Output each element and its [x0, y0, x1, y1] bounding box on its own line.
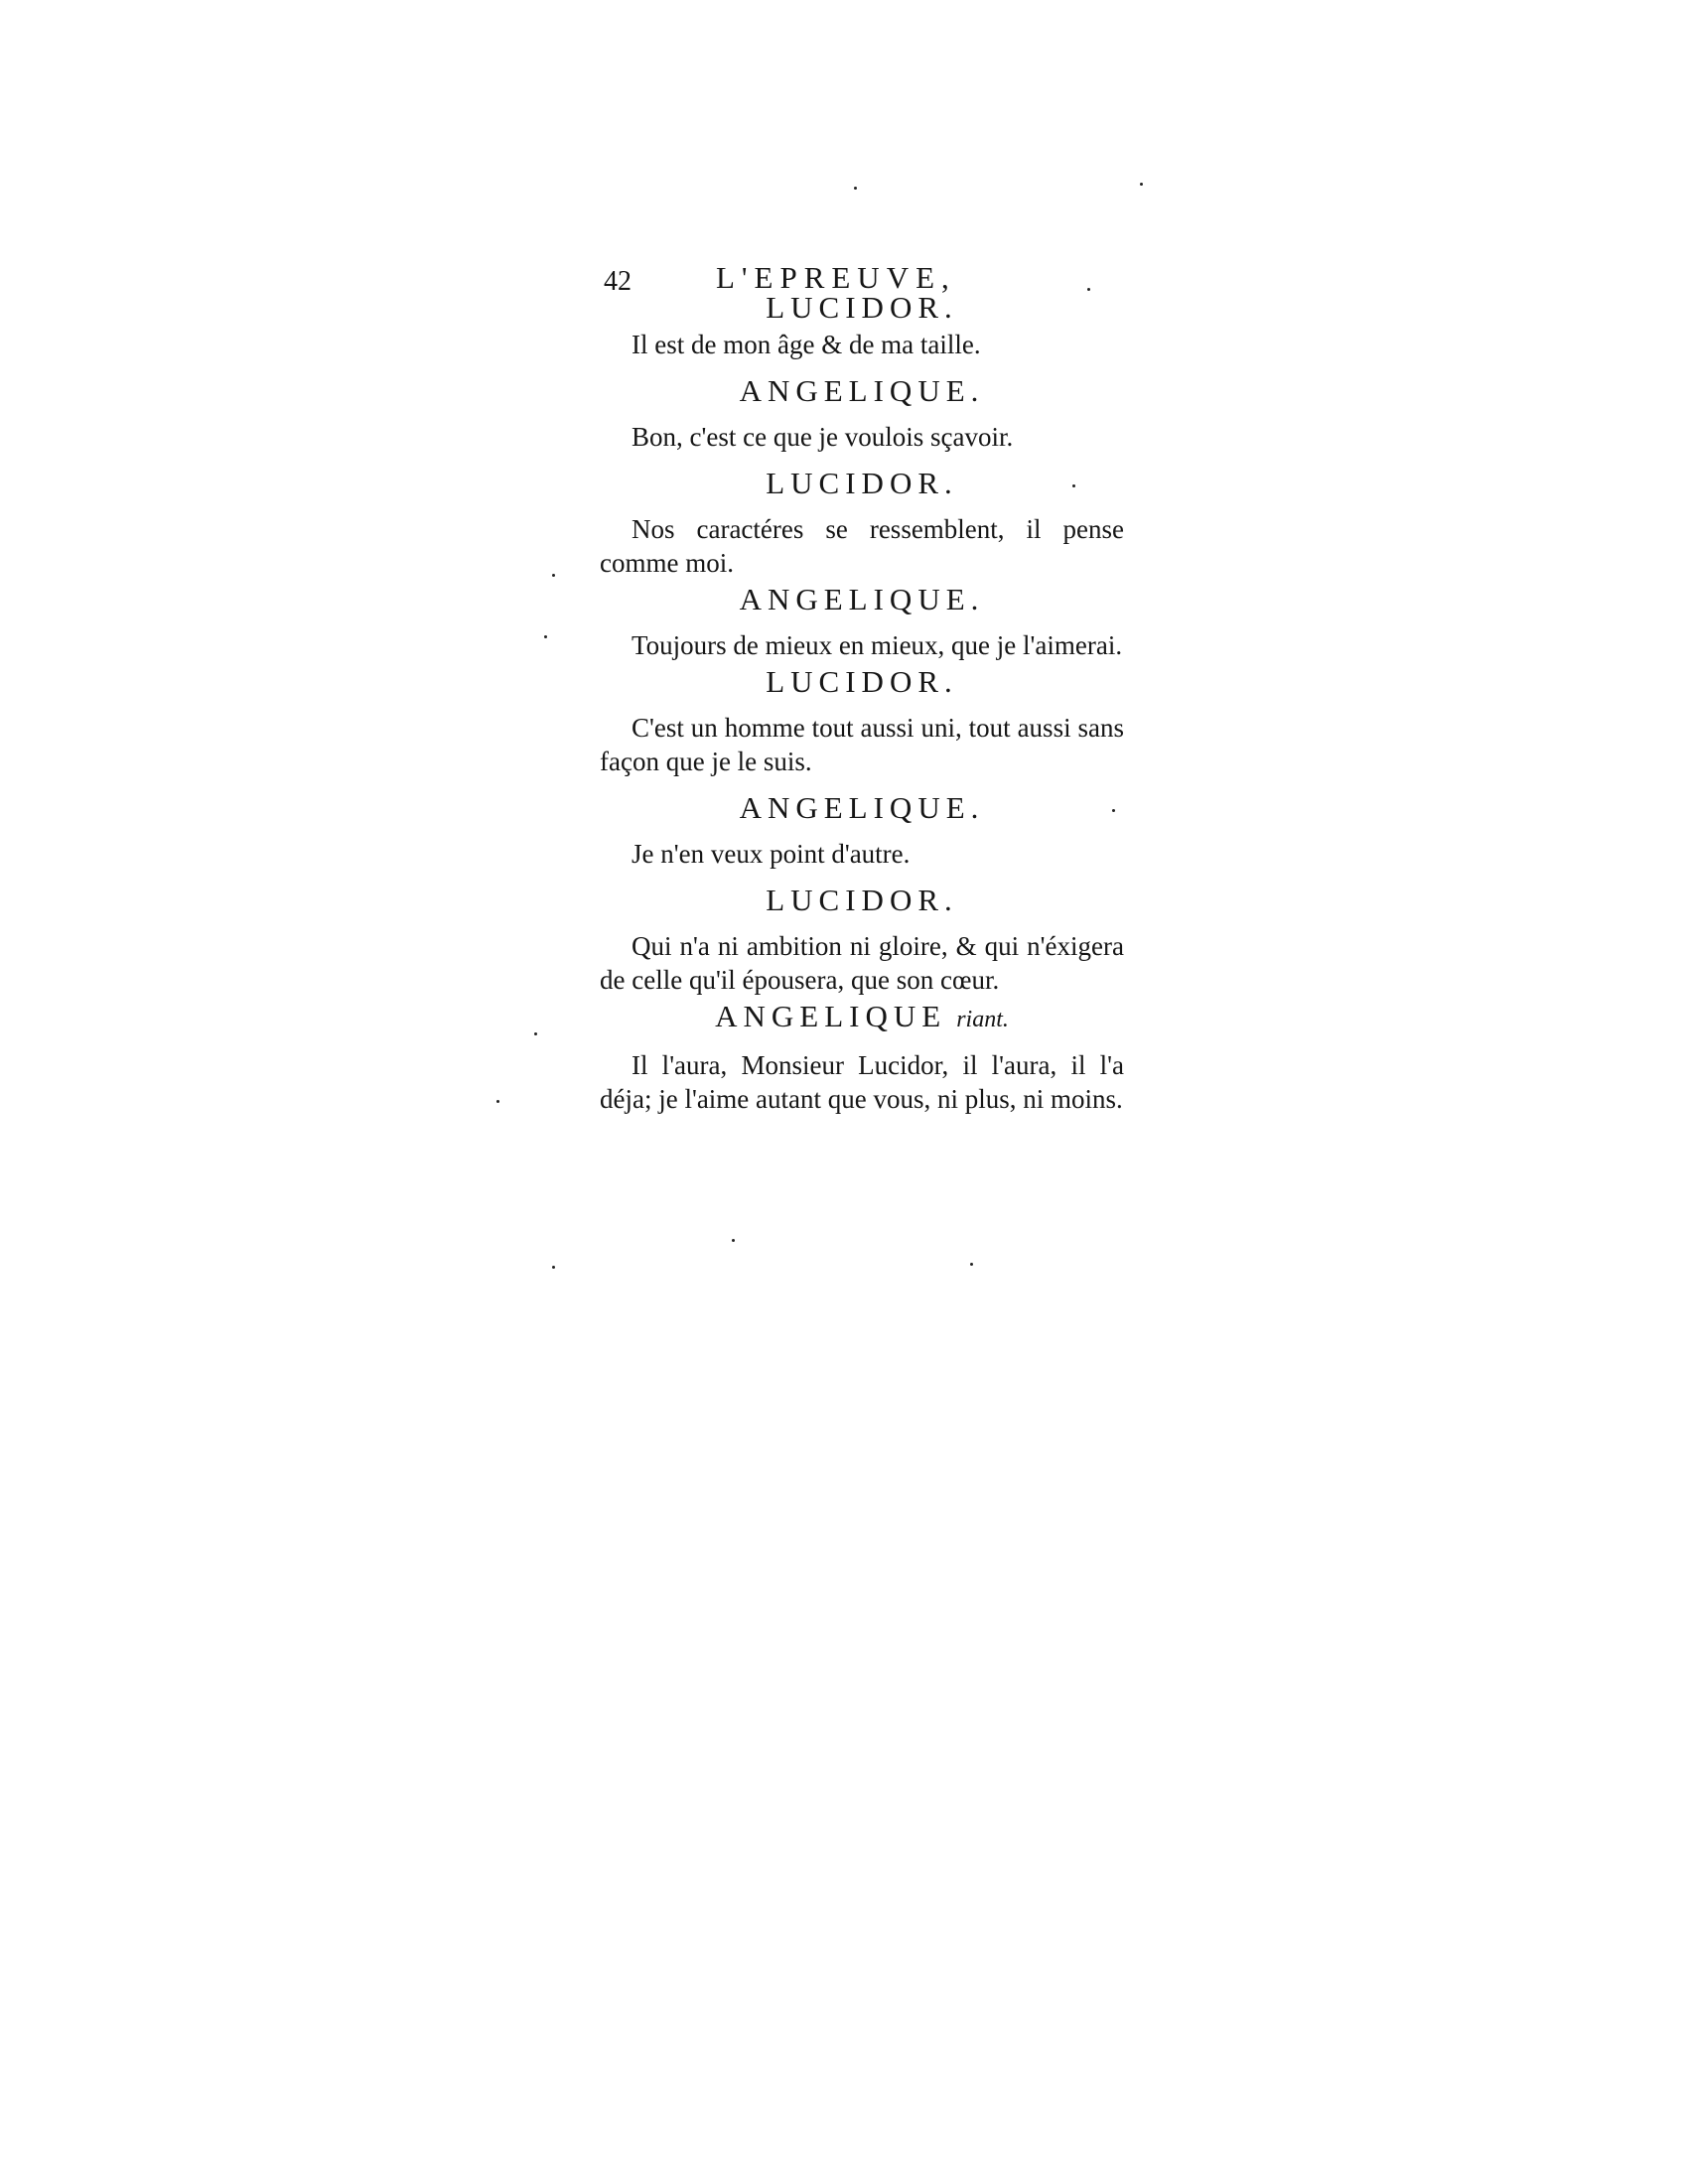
dialogue-entry — [600, 881, 1124, 997]
speaker-name: LUCIDOR. — [766, 466, 958, 500]
dialogue-line: Il l'aura, Monsieur Lucidor, il l'aura, il l'a déja; je l'aime autant que vous, ni plus, ni moins. — [600, 1050, 1124, 1114]
running-head-title: L'EPREUVE, — [716, 260, 956, 295]
book-page — [600, 230, 1124, 1116]
dialogue-entry — [600, 464, 1124, 580]
scan-speck — [854, 187, 857, 190]
dialogue-line: Il est de mon âge & de ma taille. — [632, 330, 981, 359]
speaker-name — [600, 997, 1124, 1039]
dialogue-entry — [600, 788, 1124, 871]
speaker-name: ANGELIQUE. — [739, 790, 985, 825]
speaker-name: ANGELIQUE. — [739, 582, 985, 616]
scan-speck — [1087, 288, 1090, 291]
dialogue-line: Nos caractéres se ressemblent, il pense comme moi. — [600, 514, 1124, 578]
dialogue-entry — [600, 371, 1124, 454]
scan-speck — [552, 1266, 555, 1269]
scan-speck — [1140, 183, 1143, 186]
scan-speck — [544, 635, 547, 638]
dialogue-line: C'est un homme tout aussi uni, tout aussi sans façon que je le suis. — [600, 713, 1124, 776]
dialogue-entry — [600, 662, 1124, 778]
dialogue-entry — [600, 580, 1124, 662]
speaker-name: LUCIDOR. — [766, 883, 958, 917]
scan-speck — [1072, 484, 1075, 487]
dialogue-line: Bon, c'est ce que je voulois sçavoir. — [632, 422, 1014, 452]
scan-speck — [552, 574, 555, 577]
dialogue-entry — [600, 997, 1124, 1116]
scan-speck — [534, 1032, 537, 1035]
dialogue-entry — [600, 288, 1124, 361]
dialogue-line: Je n'en veux point d'autre. — [632, 839, 911, 869]
speaker-name: LUCIDOR. — [766, 290, 958, 325]
scan-speck — [496, 1100, 499, 1103]
stage-direction: riant. — [956, 1007, 1009, 1032]
speaker-name: LUCIDOR. — [766, 664, 958, 699]
speaker-name: ANGELIQUE. — [739, 373, 985, 408]
speaker-label: ANGELIQUE — [715, 999, 947, 1033]
page-number: 42 — [604, 266, 632, 297]
scan-speck — [1112, 809, 1115, 812]
running-head — [600, 230, 1124, 297]
dialogue-line: Qui n'a ni ambition ni gloire, & qui n'éxigera de celle qu'il épousera, que son cœur. — [600, 931, 1124, 995]
dialogue-line: Toujours de mieux en mieux, que je l'aimerai. — [632, 630, 1123, 660]
scan-speck — [970, 1263, 973, 1266]
scan-speck — [732, 1239, 735, 1242]
